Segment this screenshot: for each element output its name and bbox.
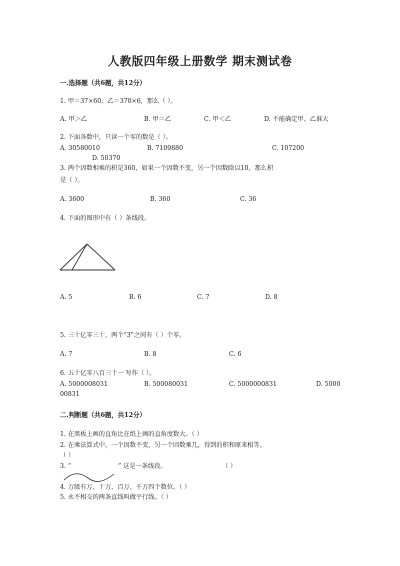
judge-item-3-bracket: （ ） <box>222 463 237 470</box>
q3-stem-line2: 是（ ）。 <box>60 177 84 184</box>
q2-option-b: B. 7109880 <box>147 145 184 152</box>
q3-stem-line1: 3. 两个因数相乘的积是360，如果一个因数不变，另一个因数除以10，那么积 <box>60 165 274 172</box>
q1-option-b: B. 甲＝乙 <box>144 116 172 123</box>
judge-item-2: 2. 在乘法算式中，一个因数不变，另一个因数乘几，得到的积和原来相等。 <box>60 442 266 449</box>
q3-option-a: A. 3600 <box>60 196 85 203</box>
q6-stem: 6. 五十亿零八百三十一 写作（ ）。 <box>60 370 156 377</box>
judge-item-3-prefix: 3. “ <box>60 463 72 470</box>
curve-figure <box>62 468 116 484</box>
judge-item-3-suffix: ” 这是一条线段。 <box>118 463 167 470</box>
q6-option-a: A. 5000008031 <box>60 381 108 388</box>
q4-option-b: B. 6 <box>129 294 142 301</box>
q1-option-d: D. 不能确定甲、乙谁大 <box>264 116 329 123</box>
section-header-judgement: 二.判断题（共6题，共12分） <box>60 411 146 419</box>
q5-option-b: B. 8 <box>144 351 157 358</box>
q6-option-d-wrap: 00831 <box>60 391 80 398</box>
q2-stem: 2. 下面各数中，只读一个零的数是（ ）。 <box>60 134 172 141</box>
judge-item-1: 1. 在黑板上画的直角比在纸上画的直角度数大。（ ） <box>60 431 203 438</box>
q3-option-b: B. 360 <box>150 196 171 203</box>
q2-option-a: A. 30580010 <box>60 145 100 152</box>
q4-option-a: A. 5 <box>60 294 73 301</box>
q6-option-b: B. 500080031 <box>144 381 188 388</box>
q6-option-c: C. 5000000831 <box>229 381 277 388</box>
page-title: 人教版四年级上册数学 期末测试卷 <box>107 54 293 68</box>
q5-option-a: A. 7 <box>60 351 73 358</box>
q4-option-d: D. 8 <box>265 294 278 301</box>
judge-item-5: 5. 永不相交的两条直线叫做平行线。（ ） <box>60 494 172 501</box>
judge-item-4: 4. 万级有万、十万、百万、千万四个数位。（ ） <box>60 484 191 491</box>
q5-option-c: C. 6 <box>229 351 242 358</box>
judge-item-2-bracket: （ ） <box>60 452 75 459</box>
q4-triangle-figure <box>58 240 118 274</box>
q5-stem: 5. 三十亿零三十，两个“3”之间有（ ）个零。 <box>60 332 186 339</box>
q1-option-a: A. 甲＞乙 <box>60 116 87 123</box>
q4-stem: 4. 下面的图形中有（ ）条线段。 <box>60 215 151 222</box>
section-header-choice: 一.选择题（共6题，共12分） <box>60 79 146 87</box>
q2-option-c: C. 107200 <box>272 145 305 152</box>
q3-option-c: C. 36 <box>240 196 257 203</box>
q2-option-d: D. 50370 <box>92 155 121 162</box>
q6-option-d: D. 5000 <box>316 381 341 388</box>
q1-stem: 1. 甲＝37×60，乙＝370×6，那么（ ）。 <box>60 98 177 105</box>
q1-option-c: C. 甲＜乙 <box>204 116 232 123</box>
q4-option-c: C. 7 <box>197 294 210 301</box>
